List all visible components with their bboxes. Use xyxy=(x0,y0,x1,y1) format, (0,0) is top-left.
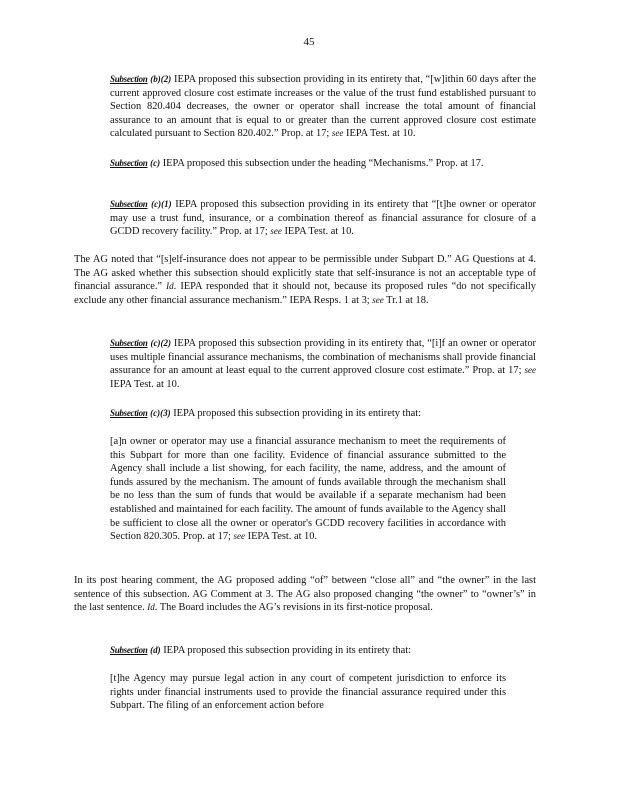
paragraph-subsection-c3 xyxy=(110,407,536,421)
id-signal: Id xyxy=(166,281,174,292)
paragraph-subsection-b2 xyxy=(110,73,536,141)
see-signal: see xyxy=(331,128,344,139)
quote-tail: IEPA Test. at 10. xyxy=(245,531,318,543)
see-signal: see xyxy=(233,531,246,542)
subsection-code: (c)(1) xyxy=(151,199,172,209)
page-number: 45 xyxy=(303,36,315,48)
paragraph-text: IEPA proposed this subsection providing in its entirety that, “[i]f an owner or operator uses multiple financial assurance mechanisms, the combination of mechanisms shall provide financial assurance for an amount at least equal to the current approved closure cost estimate.” Prop. at 17; xyxy=(110,338,536,377)
paragraph-text: IEPA proposed this subsection under the heading “Mechanisms.” Prop. at 17. xyxy=(160,158,484,169)
see-signal: see xyxy=(372,294,384,305)
subsection-label: Subsection xyxy=(110,199,148,209)
block-quote-d xyxy=(110,672,506,713)
paragraph-tail: IEPA Test. at 10. xyxy=(281,226,354,238)
see-signal: see xyxy=(524,365,536,376)
paragraph-subsection-c1 xyxy=(110,198,536,239)
quote-text: [t]he Agency may pursue legal action in any court of competent jurisdiction to enforce its rights under financial instruments used to provide the financial assurance required under this Subpart. The filing of an enforcement action before xyxy=(110,673,506,712)
paragraph-text: IEPA proposed this subsection providing in its entirety that: xyxy=(160,645,412,656)
paragraph-ag-post-hearing xyxy=(74,574,536,615)
paragraph-text-2: . The Board includes the AG’s revisions in its first-notice proposal. xyxy=(154,602,433,614)
paragraph-tail: Tr.1 at 18. xyxy=(383,294,429,306)
paragraph-text: IEPA proposed this subsection providing in its entirety that “[t]he owner or operator may use a trust fund, insurance, or a combination thereof as financial assurance for closure of a GCDD recovery facility.” Prop. at 17; xyxy=(110,199,536,238)
subsection-label: Subsection xyxy=(110,158,148,168)
block-quote-c3 xyxy=(110,435,506,544)
subsection-code: (c)(2) xyxy=(150,338,171,348)
paragraph-subsection-d xyxy=(110,644,536,658)
subsection-code: (c)(3) xyxy=(150,408,171,418)
subsection-label: Subsection xyxy=(110,74,148,84)
id-signal: Id xyxy=(147,602,155,613)
paragraph-tail: IEPA Test. at 10. xyxy=(343,128,416,140)
subsection-code: (b)(2) xyxy=(150,74,172,84)
paragraph-tail: IEPA Test. at 10. xyxy=(110,378,180,390)
subsection-label: Subsection xyxy=(110,408,148,418)
quote-text: [a]n owner or operator may use a financial assurance mechanism to meet the requirements of this Subpart for more than one facility. Evidence of financial assurance submitted to the Agency shall include a list showing, for each facility, the name, address, and the amount of funds assured by the mechanism. The amount of funds available through the mechanism shall be no less than the sum of funds that would be available if a separate mechanism had been established and maintained for each facility. The amount of funds available to the Agency shall be sufficient to close all the owner or operator's GCDD recovery facilities in accordance with Section 820.305. Prop. at 17; xyxy=(110,436,506,543)
subsection-label: Subsection xyxy=(110,645,148,655)
paragraph-text: IEPA proposed this subsection providing in its entirety that: xyxy=(170,408,422,419)
paragraph-subsection-c2 xyxy=(110,337,536,391)
subsection-code: (c) xyxy=(150,158,161,168)
see-signal: see xyxy=(270,226,282,237)
paragraph-text: The AG noted that “[s]elf-insurance does not appear to be permissible under Subpart D.” AG Questions at 4. The AG asked whether this subsection should explicitly state that self-insurance is not an acceptable type of financial assurance.” xyxy=(74,254,536,293)
paragraph-ag-self-insurance xyxy=(74,253,536,307)
paragraph-text: IEPA proposed this subsection providing in its entirety that, “[w]ithin 60 days after the current approved closure cost estimate increases or the value of the trust fund established pursuant to Section 820.404 decreases, the owner or operator shall increase the total amount of financial assurance to an amount that is equal to or greater than the current approved closure cost estimate calculated pursuant to Section 820.402.” Prop. at 17; xyxy=(110,74,536,140)
subsection-label: Subsection xyxy=(110,338,148,348)
paragraph-text: In its post hearing comment, the AG proposed adding “of” between “close all” and “the owner” in the last sentence of this subsection. AG Comment at 3. The AG also proposed changing “the owner” to “owner’s” in the last sentence. xyxy=(74,575,536,614)
paragraph-subsection-c xyxy=(110,157,536,171)
paragraph-text-2: . IEPA responded that it should not, because its proposed rules “do not specifically exclude any other financial assurance mechanism.” IEPA Resps. 1 at 3; xyxy=(74,281,536,306)
subsection-code: (d) xyxy=(150,645,161,655)
